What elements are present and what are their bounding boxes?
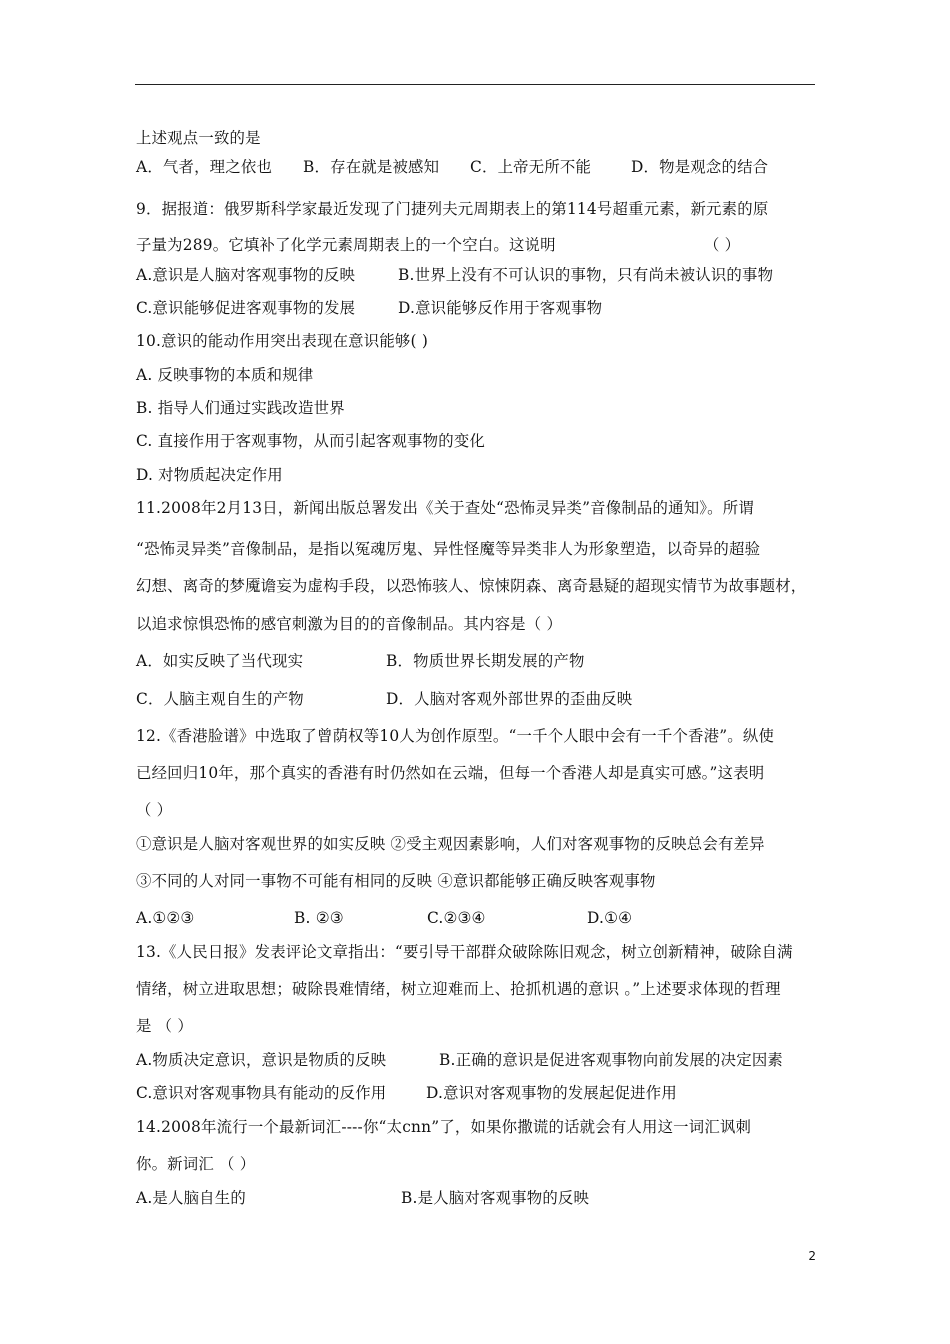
option-d: D.意识对客观事物的发展起促进作用 <box>426 1084 677 1102</box>
question-13: 13.《人民日报》发表评论文章指出：“要引导干部群众破除陈旧观念，树立创新精神，破除自满 <box>136 943 793 961</box>
option-b: B. ②③ <box>294 909 344 927</box>
option-c: C．人脑主观自生的产物 <box>136 690 304 708</box>
option-c: C. 直接作用于客观事物，从而引起客观事物的变化 <box>136 432 486 450</box>
text-line: 上述观点一致的是 <box>136 129 261 147</box>
option-row <box>136 908 632 928</box>
text-line: 是 （ ） <box>136 1017 193 1035</box>
option-row <box>136 265 773 285</box>
question-14: 14.2008年流行一个最新词汇----你“太cnn”了，如果你撒谎的话就会有人用这一词汇讽刺 <box>136 1118 752 1136</box>
option-a: A.意识是人脑对客观事物的反映 <box>136 266 356 284</box>
option-a: A．气者，理之依也 <box>136 158 273 176</box>
option-b: B.正确的意识是促进客观事物向前发展的决定因素 <box>439 1051 784 1069</box>
option-c: C.意识能够促进客观事物的发展 <box>136 299 356 317</box>
question-12: 12.《香港脸谱》中选取了曾荫权等10人为创作原型。“一千个人眼中会有一千个香港”。纵使 <box>136 727 775 745</box>
option-d: D. 对物质起决定作用 <box>136 466 283 484</box>
option-row <box>136 651 585 671</box>
option-row <box>136 157 768 177</box>
text-line: ①意识是人脑对客观世界的如实反映 ②受主观因素影响，人们对客观事物的反映总会有差异 <box>136 835 765 853</box>
text-line: 情绪，树立进取思想；破除畏难情绪，树立迎难而上、抢抓机遇的意识 。”上述要求体现的哲理 <box>136 980 781 998</box>
option-b: B. 指导人们通过实践改造世界 <box>136 399 345 417</box>
option-c: C.意识对客观事物具有能动的反作用 <box>136 1084 387 1102</box>
option-b: B.世界上没有不可认识的事物，只有尚未被认识的事物 <box>398 266 774 284</box>
page-number: 2 <box>808 1249 816 1263</box>
text-line: 你。新词汇 （ ） <box>136 1155 256 1173</box>
option-a: A. 反映事物的本质和规律 <box>136 366 314 384</box>
option-a: A.是人脑自生的 <box>136 1189 246 1207</box>
option-a: A.物质决定意识，意识是物质的反映 <box>136 1051 387 1069</box>
option-row <box>136 1188 589 1208</box>
option-a: A.①②③ <box>136 909 195 927</box>
option-d: D.①④ <box>587 909 633 927</box>
text-line <box>136 235 740 255</box>
option-row <box>136 298 602 318</box>
option-row <box>136 1083 677 1103</box>
text-line: ③不同的人对同一事物不可能有相同的反映 ④意识都能够正确反映客观事物 <box>136 872 656 890</box>
option-d: D．人脑对客观外部世界的歪曲反映 <box>386 690 633 708</box>
question-10: 10.意识的能动作用突出表现在意识能够( ) <box>136 332 429 350</box>
option-c: C．上帝无所不能 <box>470 158 592 176</box>
option-d: D.意识能够反作用于客观事物 <box>398 299 603 317</box>
option-row <box>136 1050 783 1070</box>
option-a: A．如实反映了当代现实 <box>136 652 304 670</box>
answer-blank: （ ） <box>136 801 173 819</box>
text-line: 幻想、离奇的梦魇谵妄为虚构手段，以恐怖骇人、惊悚阴森、离奇悬疑的超现实情节为故事题材， <box>136 577 807 595</box>
text-line: “恐怖灵异类”音像制品，是指以冤魂厉鬼、异性怪魔等异类非人为形象塑造，以奇异的超验 <box>136 540 761 558</box>
answer-blank: （ ） <box>704 236 741 254</box>
option-c: C.②③④ <box>427 909 486 927</box>
question-9: 9．据报道：俄罗斯科学家最近发现了门捷列夫元周期表上的第114号超重元素，新元素的原 <box>136 200 769 218</box>
text-line: 以追求惊惧恐怖的感官刺激为目的的音像制品。其内容是（ ） <box>136 615 563 633</box>
option-d: D．物是观念的结合 <box>631 158 769 176</box>
option-b: B.是人脑对客观事物的反映 <box>401 1189 590 1207</box>
option-b: B．物质世界长期发展的产物 <box>386 652 585 670</box>
question-text: 子量为289。它填补了化学元素周期表上的一个空白。这说明 <box>136 236 556 254</box>
header-rule <box>135 84 815 85</box>
option-row <box>136 689 632 709</box>
option-b: B．存在就是被感知 <box>303 158 440 176</box>
text-line: 已经回归10年，那个真实的香港有时仍然如在云端，但每一个香港人却是真实可感。”这表明 <box>136 764 765 782</box>
question-11: 11.2008年2月13日，新闻出版总署发出《关于查处“恐怖灵异类”音像制品的通知》。所谓 <box>136 499 754 517</box>
